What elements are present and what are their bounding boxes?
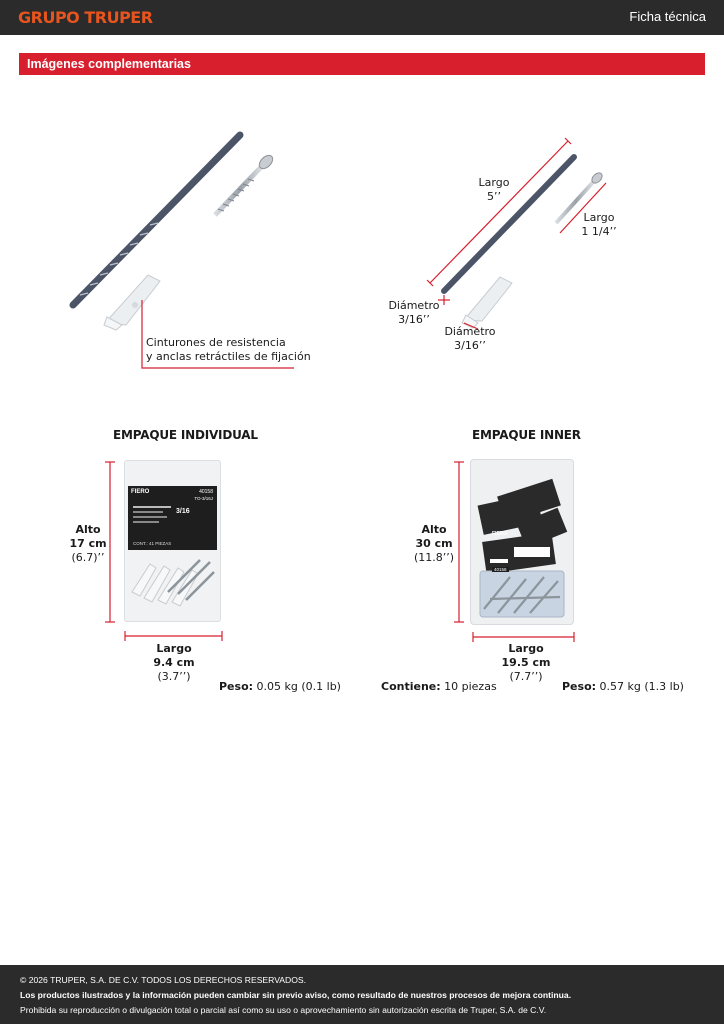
document-type-label: Ficha técnica [629, 9, 706, 24]
screw-length-label-title: Largo [583, 211, 615, 224]
inner-weight-value: 0.57 kg (1.3 lb) [596, 680, 684, 693]
anchor-diameter-label [444, 325, 496, 353]
section-header [19, 53, 705, 75]
inner-length-in: (7.7’’) [509, 670, 543, 683]
top-header-bar [0, 0, 724, 35]
individual-length-cm: 9.4 cm [153, 656, 195, 669]
bit-diameter-label-value: 3/16’’ [398, 313, 430, 326]
individual-height-in: (6.7)’’ [71, 551, 105, 564]
package-size: 3/16 [176, 508, 190, 515]
individual-height-label [68, 523, 108, 565]
inner-contents-value: 10 piezas [440, 680, 497, 693]
package-quantity: CONT.: 41 PIEZAS [133, 541, 172, 546]
bit-length-label [474, 176, 514, 204]
page-footer [0, 965, 724, 1024]
inner-length-title: Largo [508, 642, 544, 655]
brand-logo: GRUPO TRUPER [18, 8, 153, 27]
inner-contents [381, 680, 497, 694]
inner-package-code: 40158 [494, 567, 507, 572]
footer-copyright: © 2026 TRUPER, S.A. DE C.V. TODOS LOS DERECHOS RESERVADOS. [20, 975, 307, 985]
screw-length-label [578, 211, 620, 239]
inner-height-title: Alto [421, 523, 447, 536]
inner-weight-label: Peso: [562, 680, 597, 693]
footer-prohibition: Prohibida su reproducción o divulgación total o parcial así como su uso o aprovechamiento sin autorización escrita de Truper, S.A. de C.V. [20, 1005, 547, 1015]
anchor-diameter-label-value: 3/16’’ [454, 339, 486, 352]
package-brand: FIERO [131, 489, 150, 495]
individual-weight [219, 680, 341, 694]
plastic-anchor-icon [462, 277, 512, 328]
inner-contents-label: Contiene: [381, 680, 441, 693]
individual-length-in: (3.7’’) [157, 670, 191, 683]
screw-icon [215, 153, 275, 215]
inner-length-cm: 19.5 cm [501, 656, 551, 669]
package-label [128, 486, 217, 550]
feature-callout-line-1: Cinturones de resistencia [146, 336, 286, 349]
inner-height-cm: 30 cm [415, 537, 453, 550]
bit-length-dimension-line [427, 138, 571, 286]
product-image-dimensions [420, 135, 620, 350]
inner-weight [562, 680, 684, 694]
individual-length-title: Largo [156, 642, 192, 655]
inner-height-label [414, 523, 454, 565]
bit-length-label-value: 5’’ [487, 190, 501, 203]
individual-height-title: Alto [75, 523, 101, 536]
inner-height-in: (11.8’’) [414, 551, 455, 564]
inner-height-dimension-line [453, 460, 465, 624]
individual-length-label [150, 642, 198, 684]
inner-length-label [500, 642, 552, 684]
individual-weight-value: 0.05 kg (0.1 lb) [253, 680, 341, 693]
package-model: TO-3/16J [194, 496, 213, 501]
individual-length-dimension-line [124, 630, 224, 642]
feature-callout-line-2: y anclas retráctiles de fijación [146, 350, 311, 363]
individual-height-cm: 17 cm [69, 537, 107, 550]
inner-package-brand: FIERO [492, 531, 508, 537]
footer-notice: Los productos ilustrados y la información pueden cambiar sin previo aviso, como resultado de nuestros procesos de mejora continua. [20, 990, 572, 1000]
package-contents [128, 552, 217, 612]
individual-package-image [124, 460, 221, 622]
inner-bag-contents [470, 459, 574, 625]
bit-diameter-label-title: Diámetro [388, 299, 440, 312]
screw-length-label-value: 1 1/4’’ [581, 225, 617, 238]
section-title: Imágenes complementarias [27, 57, 191, 71]
inner-package-image [470, 459, 574, 625]
bit-length-label-title: Largo [478, 176, 510, 189]
bit-diameter-label [388, 299, 440, 327]
anchor-diameter-label-title: Diámetro [444, 325, 496, 338]
individual-package-title: EMPAQUE INDIVIDUAL [113, 428, 258, 442]
package-code: 40158 [199, 489, 213, 495]
inner-package-title: EMPAQUE INNER [472, 428, 581, 442]
individual-weight-label: Peso: [219, 680, 254, 693]
